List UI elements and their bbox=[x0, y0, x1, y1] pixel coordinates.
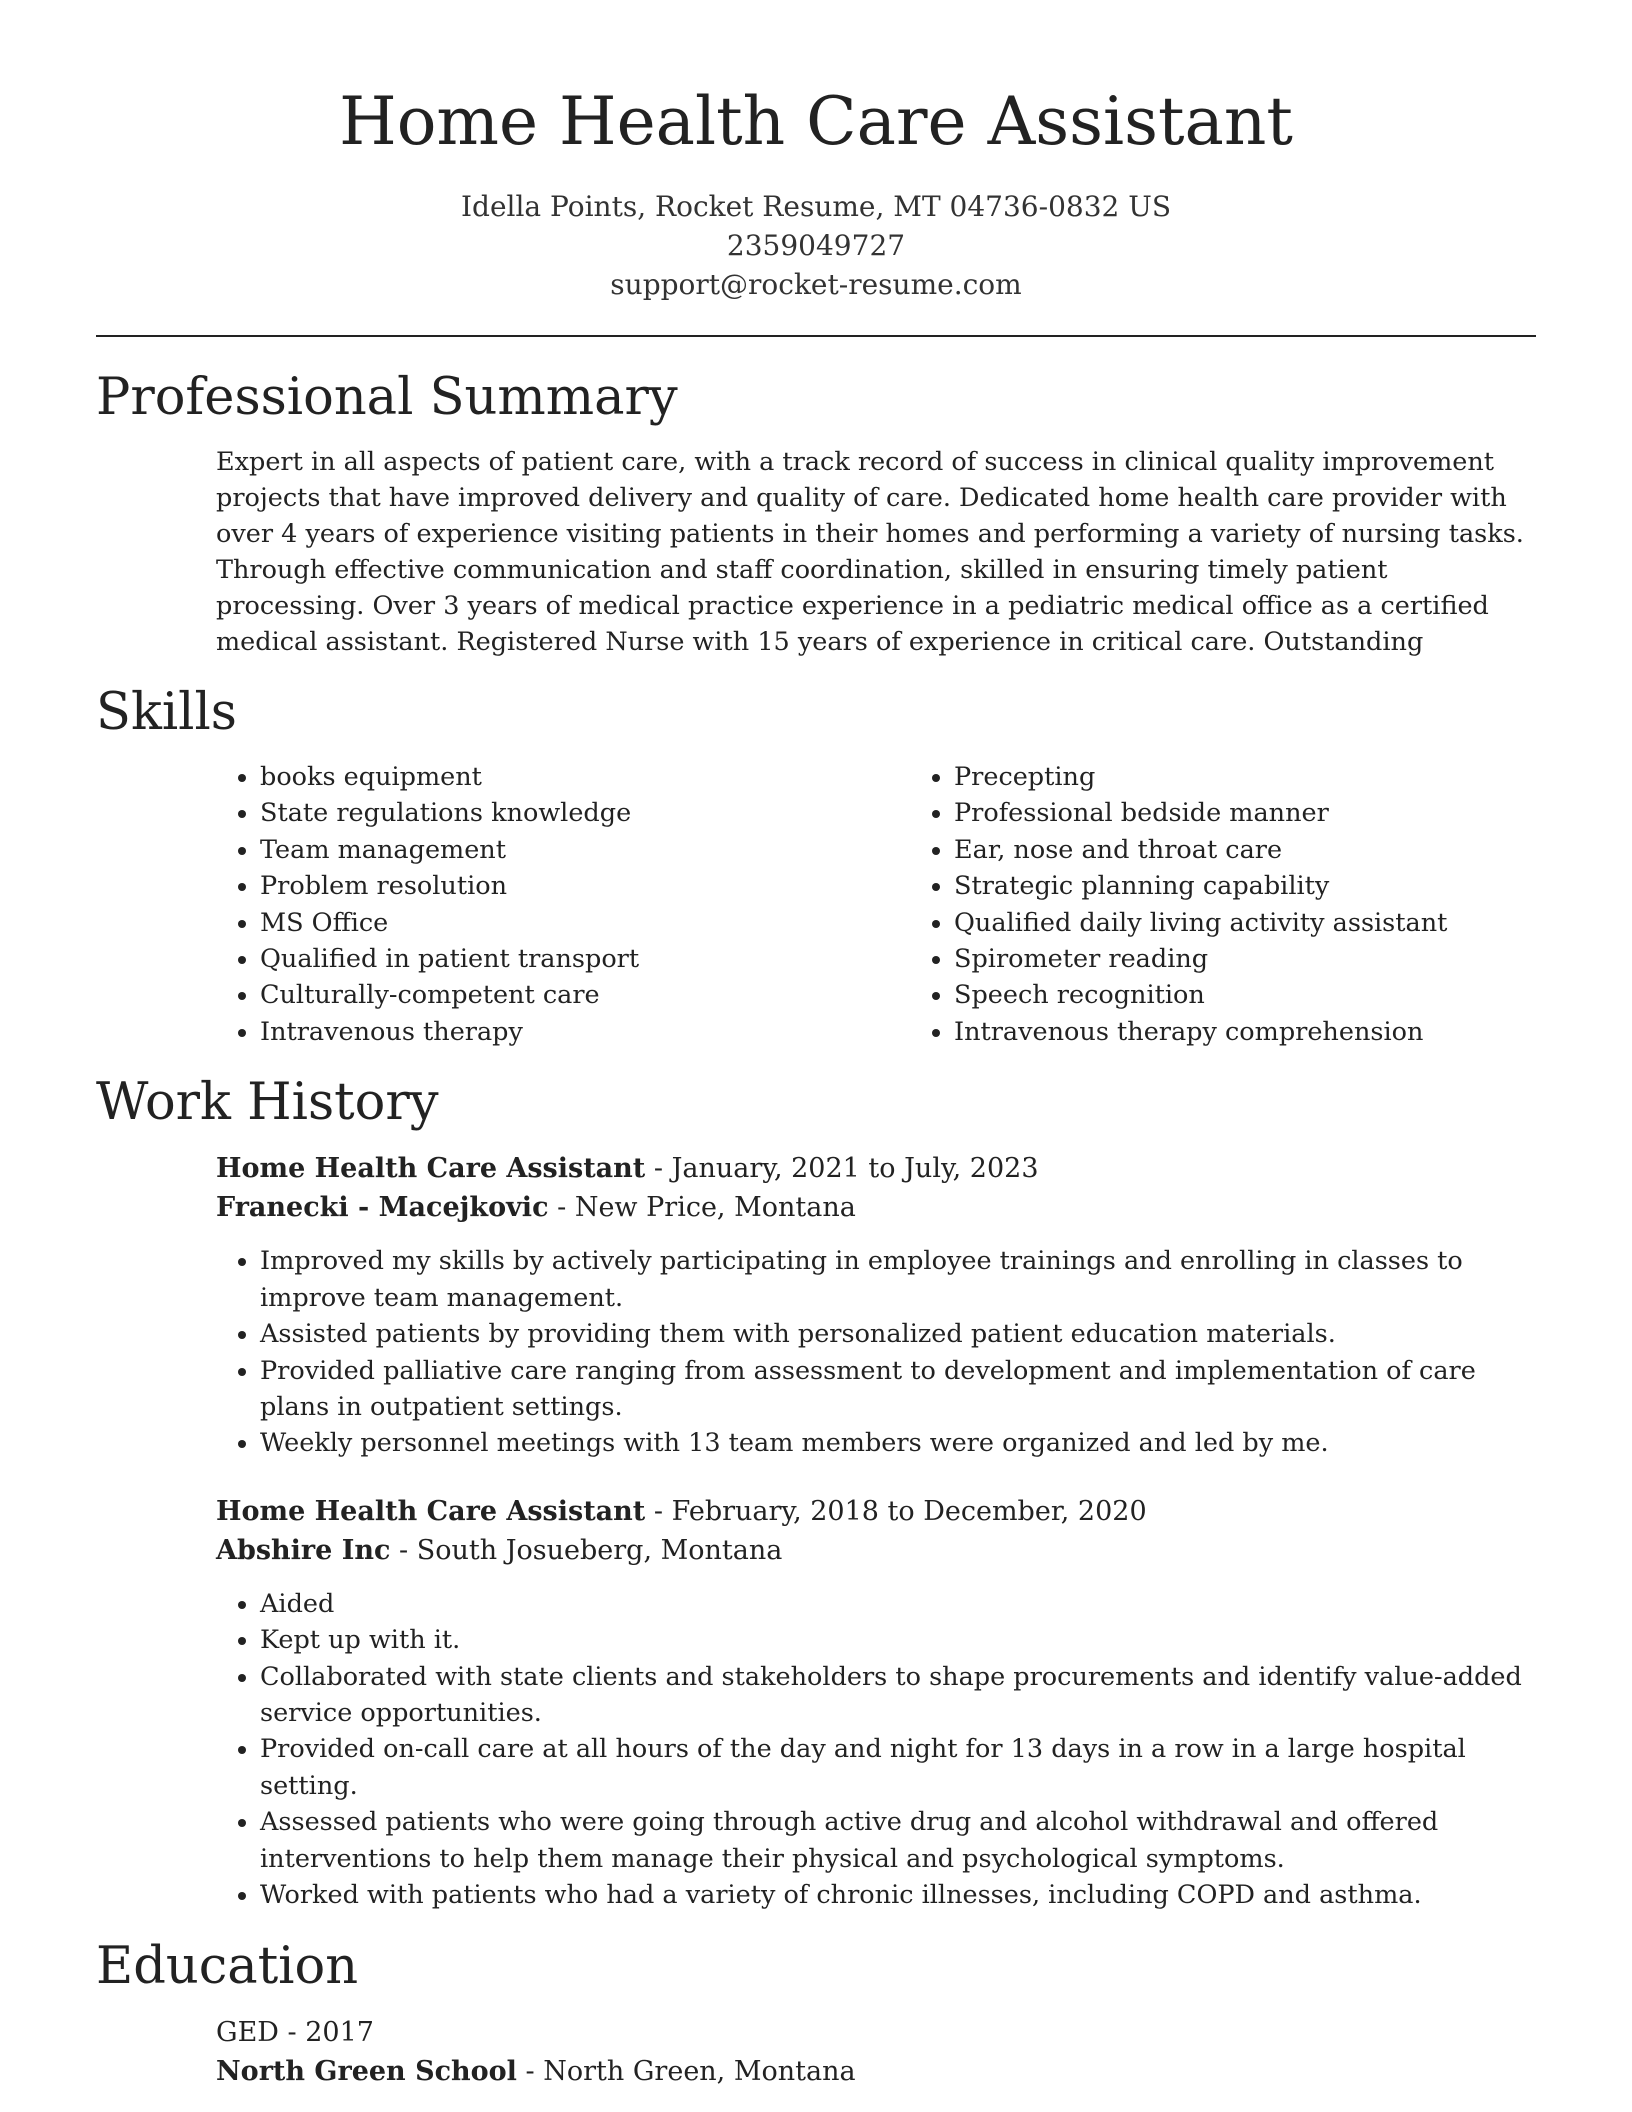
job-bullet: • Provided on-call care at all hours of the day and night for 13 days in a row in a large hospital setting. bbox=[260, 1731, 1536, 1804]
summary-title: Professional Summary bbox=[96, 367, 678, 427]
skills-title: Skills bbox=[96, 682, 237, 742]
skill-item: • Intravenous therapy bbox=[260, 1014, 910, 1050]
job-company: Franecki - Macejkovic bbox=[216, 1192, 549, 1224]
work-title: Work History bbox=[96, 1073, 439, 1133]
job-bullet: • Collaborated with state clients and stakeholders to shape procurements and identify value-added service opportunities. bbox=[260, 1659, 1536, 1732]
job-bullet: • Assisted patients by providing them with personalized patient education materials. bbox=[260, 1316, 1536, 1352]
job-position: Home Health Care Assistant bbox=[216, 1495, 646, 1527]
skill-item: • Problem resolution bbox=[260, 868, 910, 904]
candidate-name: Home Health Care Assistant bbox=[339, 83, 1293, 160]
job-employer: Franecki - Macejkovic - New Price, Montana bbox=[216, 1192, 856, 1224]
summary-text: Expert in all aspects of patient care, with a track record of success in clinical quality improvement projects that have improved delivery and quality of care. Dedicated home health care provider with over 4 years of experience visiting patients in their homes and performing a variety of nursing tasks. Through effective communication and staff coordination, skilled in ensuring timely patient processing. Over 3 years of medical practice experience in a pediatric medical office as a certified medical assistant. Registered Nurse with 15 years of experience in critical care. Outstanding bbox=[216, 446, 1524, 657]
job-bullet: • Worked with patients who had a variety of chronic illnesses, including COPD and asthma. bbox=[260, 1877, 1536, 1913]
skill-item: • Intravenous therapy comprehension bbox=[954, 1014, 1604, 1050]
education-school-line: North Green School - North Green, Montana bbox=[216, 2055, 856, 2087]
job-bullet: • Weekly personnel meetings with 13 team members were organized and led by me. bbox=[260, 1425, 1536, 1461]
education-entry bbox=[216, 2013, 1536, 2091]
job-dates: January, 2021 to July, 2023 bbox=[671, 1153, 1039, 1185]
education-degree: GED bbox=[216, 2016, 279, 2048]
skill-item: • Professional bedside manner bbox=[954, 795, 1604, 831]
skill-item: • Team management bbox=[260, 832, 910, 868]
education-year: 2017 bbox=[305, 2016, 374, 2048]
job-bullet-list bbox=[96, 1243, 1536, 1461]
education-school: North Green School bbox=[216, 2055, 517, 2087]
education-section bbox=[96, 1936, 1536, 2091]
job-position: Home Health Care Assistant bbox=[216, 1153, 646, 1185]
skills-columns bbox=[216, 759, 1536, 1050]
job-entry bbox=[216, 1149, 1536, 1461]
job-location: New Price, Montana bbox=[574, 1192, 856, 1224]
resume-header bbox=[96, 0, 1536, 304]
job-bullet: • Kept up with it. bbox=[260, 1622, 1536, 1658]
skill-item: • Ear, nose and throat care bbox=[954, 832, 1604, 868]
job-bullet: • Provided palliative care ranging from assessment to development and implementation of care plans in outpatient settings. bbox=[260, 1353, 1536, 1426]
skills-section bbox=[96, 682, 1536, 1050]
job-heading: Home Health Care Assistant - January, 2021 to July, 2023 bbox=[216, 1153, 1039, 1185]
education-title: Education bbox=[96, 1936, 359, 1996]
job-bullet: • Improved my skills by actively participating in employee trainings and enrolling in classes to improve team management. bbox=[260, 1243, 1536, 1316]
job-company: Abshire Inc bbox=[216, 1534, 391, 1566]
skills-list-right bbox=[910, 759, 1604, 1050]
skill-item: • Qualified daily living activity assistant bbox=[954, 905, 1604, 941]
skill-item: • Strategic planning capability bbox=[954, 868, 1604, 904]
job-employer: Abshire Inc - South Josueberg, Montana bbox=[216, 1534, 783, 1566]
job-entry bbox=[216, 1492, 1536, 1914]
work-section bbox=[96, 1072, 1536, 1913]
education-degree-line: GED - 2017 bbox=[216, 2016, 374, 2048]
job-location: South Josueberg, Montana bbox=[416, 1534, 783, 1566]
skill-item: • Precepting bbox=[954, 759, 1604, 795]
skills-list-left bbox=[216, 759, 910, 1050]
skill-item: • MS Office bbox=[260, 905, 910, 941]
education-location: North Green, Montana bbox=[543, 2055, 856, 2087]
skill-item: • State regulations knowledge bbox=[260, 795, 910, 831]
summary-section bbox=[96, 367, 1536, 660]
skill-item: • Culturally-competent care bbox=[260, 977, 910, 1013]
job-bullet: • Assessed patients who were going through active drug and alcohol withdrawal and offered interventions to help them manage their physical and psychological symptoms. bbox=[260, 1804, 1536, 1877]
contact-phone: 2359049727 bbox=[726, 228, 906, 262]
job-heading: Home Health Care Assistant - February, 2018 to December, 2020 bbox=[216, 1495, 1147, 1527]
skill-item: • Spirometer reading bbox=[954, 941, 1604, 977]
job-dates: February, 2018 to December, 2020 bbox=[671, 1495, 1147, 1527]
header-divider bbox=[96, 335, 1536, 337]
skill-item: • Speech recognition bbox=[954, 977, 1604, 1013]
skill-item: • Qualified in patient transport bbox=[260, 941, 910, 977]
job-bullet: • Aided bbox=[260, 1586, 1536, 1622]
contact-address: Idella Points, Rocket Resume, MT 04736-0832 US bbox=[460, 189, 1172, 223]
job-bullet-list bbox=[96, 1586, 1536, 1914]
skill-item: • books equipment bbox=[260, 759, 910, 795]
contact-email[interactable]: support@rocket-resume.com bbox=[610, 267, 1022, 301]
